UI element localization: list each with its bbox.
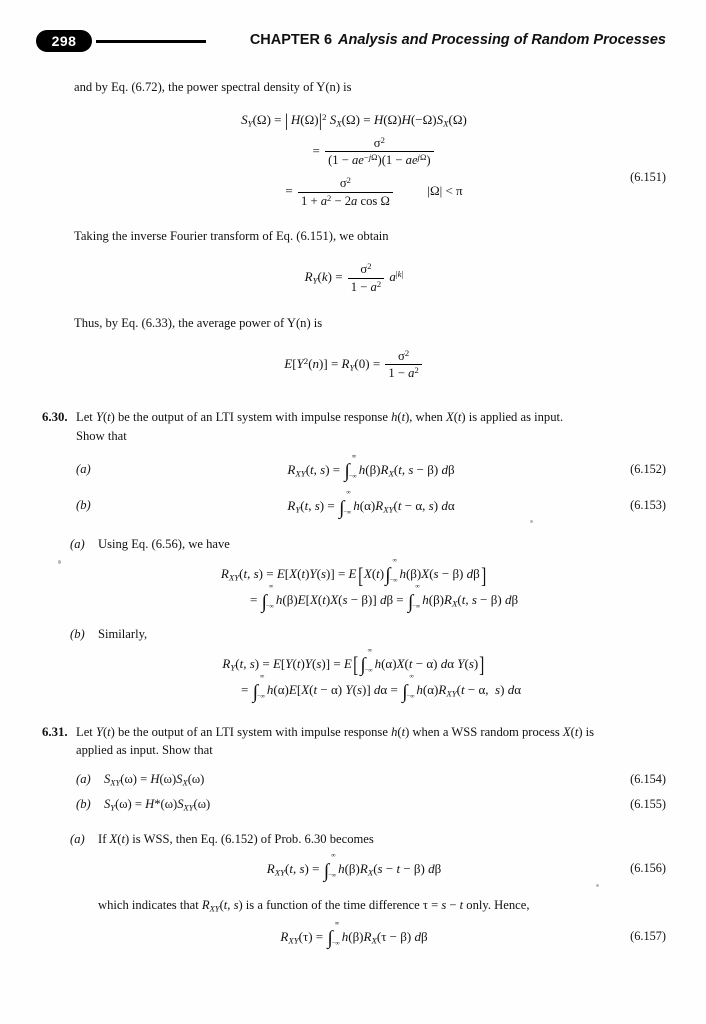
problem-6-30-line1: Let Y(t) be the output of an LTI system with impulse response h(t), when X(t) is applied as input. <box>76 409 564 424</box>
solution-b-line1: $R_Y(t$, s) = E[Y(t)Y(s)] = E[ ∫ ∞ −∞ h(α)X(t − α) dα Y(s)] <box>222 646 485 678</box>
equation-6-156: $R_{XY}(t$, s) = ∫ ∞ −∞ $h(\beta)R_X(s - t - \beta)$ dβ <box>266 852 442 882</box>
header-rule <box>96 40 206 43</box>
equation-6-156-block <box>42 852 666 882</box>
problem-6-31-statement <box>76 723 666 761</box>
page-title <box>250 32 666 48</box>
equation-6151-line3: = $\frac{\sigma^2}{1 + a^2 - 2a \cos \Omega}$ |Ω| < π <box>285 174 463 208</box>
solution-6-30-b-equations <box>42 646 666 703</box>
chapter-title: Analysis and Processing of Random Processes <box>338 32 666 48</box>
part-label-b-631: (b) <box>76 796 91 811</box>
paragraph-intro: and by Eq. (6.72), the power spectral density of Y(n) is <box>74 80 352 94</box>
equation-6151-line2: = $\frac{\sigma^2}{(1 - ae^{-j\Omega})(1 - ae^{j\Omega})}$ <box>42 135 666 169</box>
solution-a-text: Using Eq. (6.56), we have <box>98 536 230 551</box>
equation-number-6157: (6.157) <box>630 928 666 943</box>
solution-label-a: (a) <box>70 536 85 551</box>
equation-6-155: $S_Y(\omega) = H*(\omega)S_{XY}(\omega)$ <box>104 796 211 813</box>
equation-number-6152: (6.152) <box>630 461 666 476</box>
equation-6-151 <box>42 112 666 209</box>
equation-6151-line1: $S_Y(\Omega)$ = | $H(\Omega)|^2$ $S_X(\Omega) = H(\Omega)H(-\Omega)S_X(\Omega)$ <box>241 110 467 130</box>
part-label-a-631: (a) <box>76 772 91 787</box>
problem-6-31-part-a <box>76 772 666 787</box>
problem-6-30-line2: Show that <box>76 428 127 443</box>
equation-number-6155: (6.155) <box>630 796 666 811</box>
equation-number-6156: (6.156) <box>630 861 666 876</box>
paragraph-inverse-fourier: Taking the inverse Fourier transform of Eq. (6.151), we obtain <box>74 229 389 244</box>
equation-6-157-block <box>42 920 666 950</box>
part-label-b: (b) <box>76 498 91 513</box>
scan-speck <box>58 560 61 564</box>
page-content <box>42 78 666 955</box>
page-number-badge: 298 <box>36 30 92 52</box>
problem-6-31 <box>42 723 666 761</box>
equation-6-157: $R_{XY}(\tau)$ = ∫ ∞ −∞ $h(\beta)R_X(\tau - \beta)$ dβ <box>280 920 428 950</box>
problem-6-30 <box>42 408 666 446</box>
equation-number-6151: (6.151) <box>630 170 666 185</box>
problem-6-31-line1: Let Y(t) be the output of an LTI system with impulse response h(t) when a WSS random process X(t) is <box>76 724 595 739</box>
problem-6-30-number: 6.30. <box>42 409 68 424</box>
problem-6-30-statement <box>76 408 666 446</box>
equation-6-153: $R_Y(t$, s) = ∫ ∞ −∞ $h(\alpha)R_{XY}(t - \alpha$, s) dα <box>287 489 455 519</box>
problem-6-30-part-b <box>76 489 666 519</box>
solution-label-a-631: (a) <box>70 832 85 847</box>
problem-6-31-part-b <box>76 797 666 812</box>
equation-6-152: $R_{XY}(t$, s) = ∫ ∞ −∞ $h(\beta)R_X(t$, s − β) dβ <box>287 452 455 483</box>
equation-average-power: $E[Y^2(n)] = R_Y(0)$ = $\frac{\sigma^2}{1 - a^2}$ <box>42 348 666 382</box>
scan-speck <box>530 520 533 523</box>
solution-6-30-b-intro <box>70 627 666 642</box>
solution-6-30-a-intro <box>70 537 666 552</box>
solution-6-31-a-intro <box>70 832 666 847</box>
problem-6-31-line2: applied as input. Show that <box>76 743 213 758</box>
equation-6-154: $S_{XY}(\omega) = H(\omega)S_X(\omega)$ <box>104 772 205 788</box>
chapter-label: CHAPTER 6 <box>249 32 333 48</box>
equation-number-6153: (6.153) <box>630 498 666 513</box>
equation-number-6154: (6.154) <box>630 772 666 787</box>
solution-label-b: (b) <box>70 626 85 641</box>
solution-a-text-631: If X(t) is WSS, then Eq. (6.152) of Prob. 6.30 becomes <box>98 832 374 847</box>
solution-a-line1: $R_{XY}(t$, s) = E[X(t)Y(s)] = E[X(t)∫ ∞ −∞ h(β)X(s − β) dβ] <box>220 556 487 588</box>
problem-6-30-part-a <box>76 452 666 483</box>
paragraph-average-power: Thus, by Eq. (6.33), the average power of Y(n) is <box>74 315 323 330</box>
solution-a-line2: = ∫ ∞ −∞ h(β)E[X(t)X(s − β)] dβ = ∫ ∞ −∞ $h(\beta)R_X(t$, s − β) dβ <box>249 583 519 613</box>
page-header <box>36 30 666 60</box>
solution-b-text: Similarly, <box>98 626 148 641</box>
scan-speck <box>596 884 599 887</box>
equation-ry-k: $R_Y(k)$ = $\frac{\sigma^2}{1 - a^2}$ $a^{|k|}$ <box>304 261 404 294</box>
solution-6-31-note: which indicates that $R_{XY}(t$, s) is a function of the time difference τ = s − t only. Hence, <box>98 897 530 913</box>
solution-b-line2: = ∫ ∞ −∞ h(α)E[X(t − α) Y(s)] dα = ∫ ∞ −∞ $h(\alpha)R_{XY}(t - \alpha$, s) dα <box>240 673 522 703</box>
equation-6151-condition: |Ω| < π <box>427 182 463 198</box>
problem-6-31-number: 6.31. <box>42 724 68 739</box>
solution-6-30-a-equations <box>42 556 666 613</box>
part-label-a: (a) <box>76 461 91 476</box>
